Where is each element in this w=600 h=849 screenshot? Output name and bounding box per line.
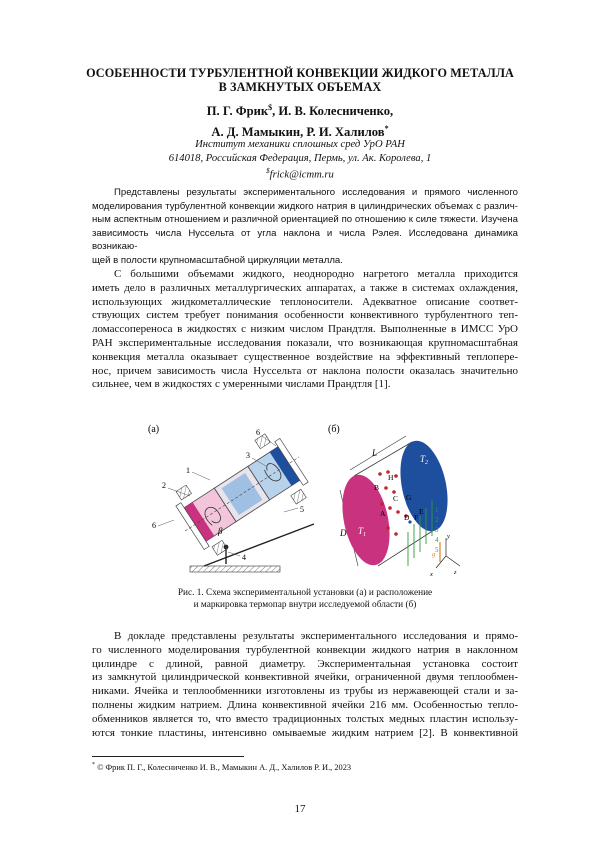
cell-axis: [185, 457, 299, 531]
length-arrow: [350, 436, 406, 470]
label-3: 3: [246, 451, 250, 460]
text-line: обменников является то, что вместо традиционных толстых медных пластин использу-: [92, 712, 518, 725]
text-line: В докладе представлены результаты экспериментального исследования и прямо-: [114, 630, 518, 642]
text-line: полнены жидким натрием. Длина конвективной ячейки 216 мм. Особенностью тепло-: [92, 698, 518, 711]
marker-D: D: [404, 513, 410, 522]
caption-line-2: и маркировка термопар внутри исследуемой области (б): [193, 600, 417, 611]
sensor-number: 4: [435, 536, 439, 544]
diameter-label: D: [340, 528, 347, 538]
marker-H: H: [388, 473, 394, 482]
marker-E: E: [419, 507, 424, 516]
abstract-line: Представлены результаты экспериментального исследования и прямого численного: [114, 187, 518, 198]
caption-line-1: Рис. 1. Схема экспериментальной установки (а) и расположение: [177, 588, 433, 598]
inlet-hot-bottom: [212, 540, 228, 555]
stand-base: [190, 566, 280, 572]
tilt-angle-label: β: [218, 526, 223, 536]
footnote-rule: [92, 756, 244, 757]
text-line: иметь дело в различных металлургических аппаратах, а также в системах охлаждения,: [92, 281, 518, 294]
abstract-line: щей в полости крупномасштабной циркуляции металла.: [92, 254, 343, 266]
sensor-number: 5: [435, 546, 439, 554]
affiliation-email: $frick@icmm.ru: [266, 167, 334, 181]
inlet-cold-bottom: [291, 489, 307, 504]
figure-caption: [92, 587, 518, 612]
label-1: 1: [186, 466, 190, 475]
abstract-line: ным аспектным отношением и различной ориентацией по отношению к силе тяжести. Изучена: [92, 214, 518, 226]
text-line: С большими объемами жидкого, неоднородно нагретого металла приходится: [114, 268, 518, 280]
cold-temp-label: $T_2$: [420, 454, 429, 466]
axis-z: z: [454, 569, 457, 576]
authors-line-1: П. Г. Фрик$, И. В. Колесниченко,: [206, 103, 394, 119]
text-line: го численного моделирования турбулентной конвекции жидкого натрия в наклонном: [92, 643, 518, 656]
marker-B: B: [374, 483, 380, 492]
label-6-top: 6: [256, 428, 260, 437]
paragraph-intro: [92, 268, 518, 392]
length-label: L: [372, 448, 378, 458]
label-4: 4: [242, 553, 246, 562]
tilted-assembly: [164, 425, 319, 563]
abstract-line: моделирования турбулентной конвекции жидкого натрия в цилиндрических объемах с различ-: [92, 200, 518, 212]
title-line-1: ОСОБЕННОСТИ ТУРБУЛЕНТНОЙ КОНВЕКЦИИ ЖИДКОГО МЕТАЛЛА: [86, 66, 514, 80]
figure-1: [144, 416, 464, 584]
label-6-bottom: 6: [152, 521, 156, 530]
marker-A: A: [380, 509, 386, 518]
hot-end-face: [335, 470, 397, 569]
text-line: ломассопереноса в жидкостях с низким числом Прандтля. Выполненные в ИМСС УрО: [92, 323, 518, 336]
sensor-number: 3: [435, 526, 439, 534]
footnote: * © Фрик П. Г., Колесниченко И. В., Мамыкин А. Д., Халилов Р. И., 2023: [92, 762, 352, 772]
paper-title: [60, 66, 540, 94]
text-line: использующих жидкометаллические теплоносители. Адекватное описание соответ-: [92, 295, 518, 308]
marker-C: C: [393, 494, 399, 503]
panel-b-label: (б): [328, 424, 340, 435]
axis-x: x: [430, 571, 433, 578]
affiliation-line-2: 614018, Российская Федерация, Пермь, ул. Ак. Королева, 1: [168, 152, 432, 164]
affiliation-line-1: Институт механики сплошных сред УрО РАН: [195, 139, 405, 150]
inlet-hot-top: [176, 485, 192, 500]
author-list: [60, 99, 540, 141]
panel-a-schematic: [148, 424, 320, 572]
cold-end-face: [393, 436, 455, 535]
panel-b-thermocouple-layout: [328, 424, 460, 578]
text-line: ствующих систем требует понимания особенности конвективного турбулентного теп-: [92, 309, 518, 322]
paragraph-setup: [92, 630, 518, 740]
abstract-line: зависимость числа Нуссельта от угла наклона и числа Рэлея. Исследована динамика возникаю-: [92, 227, 518, 253]
hot-temp-label: $T_1$: [358, 526, 367, 538]
title-line-2: В ЗАМКНУТЫХ ОБЪЕМАХ: [218, 80, 382, 94]
affiliation: [60, 138, 540, 182]
axis-y: y: [447, 533, 450, 540]
sensor-number: 1: [435, 506, 439, 514]
abstract: [92, 186, 518, 268]
text-line: нос, причем зависимость числа Нуссельта от наклона полости оказалась значительно: [92, 364, 518, 377]
text-line: РАН экспериментальные исследования показали, что возникающая крупномасштабная: [92, 336, 518, 349]
page-number: 17: [294, 803, 306, 815]
marker-G: G: [406, 493, 412, 502]
text-line: ются тонкие пластины, интенсивно омываемые жидким натрием [2]. В конвективной: [92, 726, 518, 739]
text-line: конвекция металла оказывает существенное воздействие на эффективный теплоперe-: [92, 350, 518, 363]
text-line: никами. Ячейка и теплообменники изготовлены из трубы из нержавеющей стали и за-: [92, 685, 518, 698]
author-mark: $: [268, 103, 273, 112]
label-5: 5: [300, 505, 304, 514]
text-line: сильнее, чем в жидкостях с умеренными числами Прандтля [1].: [92, 378, 391, 391]
axis-g: g: [432, 551, 436, 558]
text-line: из замкнутой цилиндрической конвективной ячейки, ограниченной двумя теплообмен-: [92, 671, 518, 684]
text-line: цилиндре с длиной, равной диаметру. Экспериментальная установка состоит: [92, 657, 518, 670]
marker-F: F: [414, 513, 419, 522]
sensor-number: 2: [435, 516, 439, 524]
coordinate-axes: [429, 533, 460, 578]
author-mark: *: [384, 124, 389, 134]
panel-a-label: (а): [148, 424, 160, 435]
authors-line-2: А. Д. Мамыкин, Р. И. Халилов*: [211, 124, 389, 140]
label-2: 2: [162, 481, 166, 490]
